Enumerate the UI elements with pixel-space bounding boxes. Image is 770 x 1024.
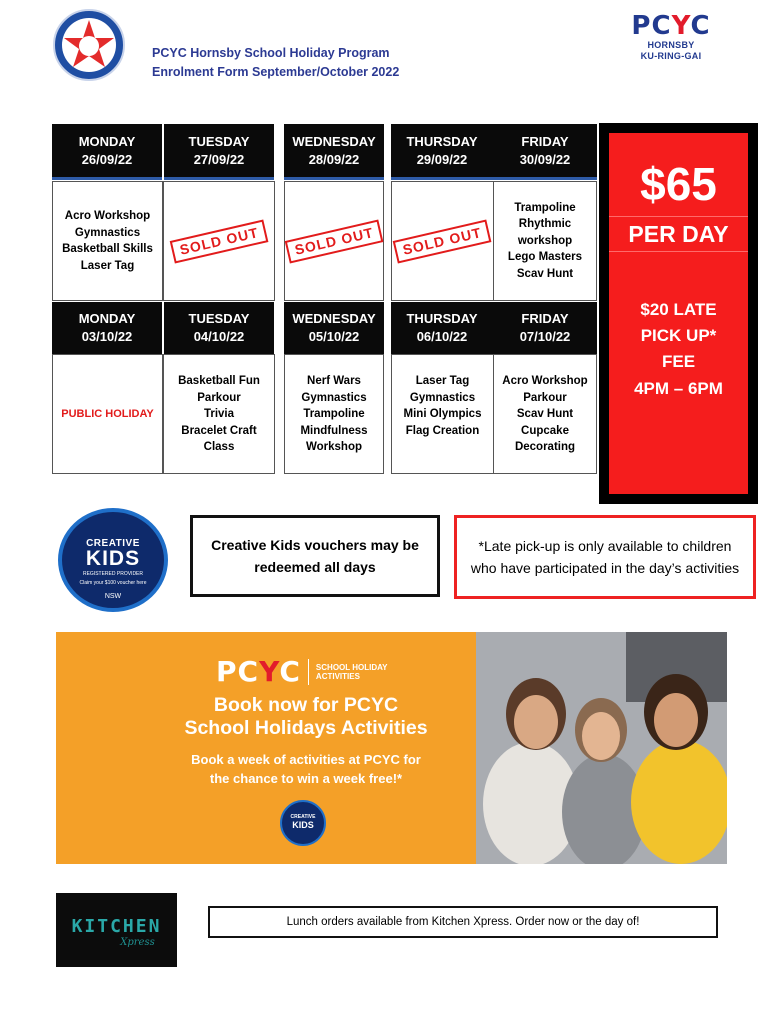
day-header-fri-w1 [493,124,597,180]
daily-price: $65 [640,158,717,210]
logo-ku-ring-gai: KU-RING-GAI [640,51,702,61]
day-name: TUESDAY [188,133,250,149]
per-day-label: PER DAY [609,216,748,252]
sold-out-stamp: SOLD OUT [285,219,384,263]
form-subtitle: Enrolment Form September/October 2022 [152,65,400,79]
activity-item: Laser Tag [80,259,135,272]
price-panel-inner [609,133,748,494]
logo-y: Y [671,11,691,41]
activity-item: Laser Tag [415,375,470,387]
late-pickup-time: 4PM – 6PM [634,379,723,398]
day-name: THURSDAY [406,311,478,326]
day-date: 05/10/22 [308,329,360,344]
lunch-order-notice [208,906,718,938]
activity-item: Bracelet Craft [181,424,257,437]
pcyc-hornsby-logo [622,12,720,62]
activities-tue-w2 [163,354,275,474]
banner-pcyc-wordmark [216,655,301,688]
day-date: 30/09/22 [519,151,571,167]
ck-claim-text: Claim your $100 voucher here [79,580,147,586]
program-title: PCYC Hornsby School Holiday Program [152,46,390,60]
schedule-grid [52,124,597,474]
voucher-notice-text: Creative Kids vouchers may be redeemed all days [211,537,419,575]
day-header-tue-w2 [164,302,274,354]
late-pickup-notice [454,515,756,599]
activity-item: Workshop [305,441,362,453]
activities-wed-w1 [284,181,384,301]
day-date: 27/09/22 [193,151,245,167]
day-name: WEDNESDAY [292,311,376,326]
voucher-notice [190,515,440,597]
banner-sub-line: Book a week of activities at PCYC for [191,752,421,767]
activity-item: Nerf Wars [307,375,361,387]
lunch-order-text: Lunch orders available from Kitchen Xpress. Order now or the day of! [286,916,640,928]
logo-c: C [279,655,301,688]
day-header-thu-w2 [391,302,493,354]
activity-item: Parkour [523,391,567,404]
activity-item: Basketball Skills [62,243,153,255]
activities-fri-w2 [493,354,597,474]
late-fee-line: FEE [661,352,696,371]
day-header-wed-w2 [284,302,384,354]
banner-pcyc-logo [216,655,388,688]
day-date: 06/10/22 [416,329,468,344]
day-date: 07/10/22 [519,329,571,344]
activity-item: Flag Creation [405,424,480,437]
day-name: TUESDAY [188,311,250,326]
activity-item: Mini Olympics [403,408,482,420]
day-name: WEDNESDAY [292,133,376,149]
logo-c: C [690,11,711,41]
promo-banner [56,632,727,864]
day-header-mon-w2 [52,302,162,354]
activity-item: Decorating [514,441,576,453]
day-name: FRIDAY [521,311,569,326]
activity-item: Cupcake [521,424,569,437]
activity-item: Trampoline [303,408,365,420]
activity-item: Mindfulness [300,424,368,437]
banner-ck-kids: KIDS [292,820,314,830]
banner-ck-creative: CREATIVE [290,814,316,820]
kitchen-xpress-logo [56,893,177,967]
logo-p: PC [216,655,260,688]
pcyc-logo-wordmark [622,12,720,40]
activity-item: Trampoline [514,201,576,214]
day-date: 26/09/22 [81,151,133,167]
day-header-thu-w1 [391,124,493,180]
banner-tag-line: SCHOOL HOLIDAY [315,663,388,672]
day-name: MONDAY [78,133,136,149]
form-title [152,44,399,82]
sold-out-stamp: SOLD OUT [393,219,492,263]
activity-item: Acro Workshop [64,210,151,222]
day-name: MONDAY [78,311,136,326]
activity-item: Gymnastics [301,391,367,404]
price-panel [599,123,758,504]
logo-p: PC [631,11,672,41]
banner-headline [136,694,476,740]
xpress-wordmark: Xpress [120,937,155,948]
logo-y: Y [259,655,280,688]
activities-thu-w1 [391,181,494,301]
day-name: THURSDAY [406,133,478,149]
day-header-wed-w1 [284,124,384,180]
day-header-mon-w1 [52,124,162,180]
late-pickup-notice-text: *Late pick-up is only available to children who have participated in the day’s activities [470,538,740,576]
ck-kids-text: KIDS [85,547,141,570]
logo-hornsby: HORNSBY [647,40,695,50]
sold-out-stamp: SOLD OUT [170,219,269,263]
activity-item: workshop [517,234,573,247]
banner-creative-kids-logo [280,800,326,846]
pcyc-star-badge-logo [52,8,126,82]
kitchen-wordmark: KITCHEN [71,916,162,937]
day-date: 28/09/22 [308,151,360,167]
banner-headline-line: Book now for PCYC [213,694,399,716]
activities-mon-w1 [52,181,163,301]
activities-fri-w1 [493,181,597,301]
day-header-tue-w1 [164,124,274,180]
activity-item: Gymnastics [74,226,141,239]
ck-registered-text: REGISTERED PROVIDER [82,571,143,577]
activity-item: Acro Workshop [502,375,588,387]
activities-thu-w2 [391,354,494,474]
children-photo [476,632,727,864]
activity-item: Trivia [203,408,235,420]
activity-item: Scav Hunt [516,267,574,280]
creative-kids-logo [58,508,168,612]
activity-item: Parkour [197,391,241,404]
ck-creative-text: CREATIVE [86,538,140,549]
day-header-fri-w2 [493,302,597,354]
activity-item: Basketball Fun [178,375,260,387]
public-holiday-label: PUBLIC HOLIDAY [61,407,154,420]
activity-item: Class [203,441,235,453]
activities-tue-w1 [163,181,275,301]
activities-wed-w2 [284,354,384,474]
activity-item: Gymnastics [409,391,476,404]
banner-tag-line: ACTIVITIES [315,672,360,681]
banner-logo-divider [308,659,309,685]
banner-tagline [316,663,388,681]
late-fee-text [609,297,748,375]
activities-mon-w2 [52,354,163,474]
day-date: 04/10/22 [193,329,245,344]
activity-item: Lego Masters [507,251,583,264]
banner-headline-line: School Holidays Activities [184,717,428,739]
day-date: 03/10/22 [81,329,133,344]
late-fee-line: PICK UP* [640,326,717,345]
banner-subheadline [151,750,461,788]
activity-item: Rhythmic [518,218,572,231]
activity-item: Scav Hunt [516,408,574,420]
banner-sub-line: the chance to win a week free!* [209,771,403,786]
nsw-waratah-icon: NSW [104,593,122,600]
day-date: 29/09/22 [416,151,468,167]
late-fee-line: $20 LATE [640,300,717,319]
day-name: FRIDAY [521,133,569,149]
